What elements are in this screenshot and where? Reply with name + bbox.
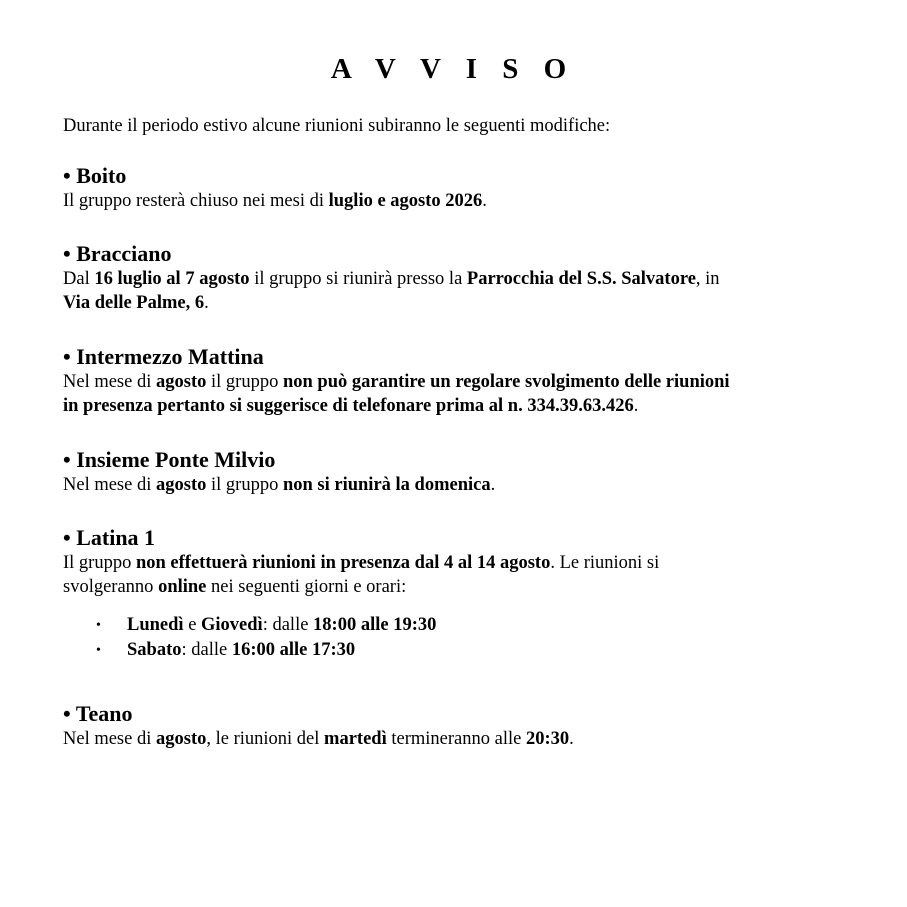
bullet-icon: • <box>96 643 101 658</box>
text-run-bold: Lunedì <box>127 615 184 635</box>
section-body <box>63 727 853 751</box>
bullet-icon: • <box>96 618 101 633</box>
intro-text: Durante il periodo estivo alcune riunioni subiranno le seguenti modifiche: <box>63 116 611 136</box>
text-run-bold: online <box>158 577 207 597</box>
text-run: . <box>204 293 209 313</box>
section-teano <box>63 701 853 751</box>
text-run: . <box>569 729 574 749</box>
list-item <box>63 638 853 663</box>
bullet-icon: • <box>63 525 71 550</box>
text-run-bold: agosto <box>156 475 207 495</box>
text-run: Nel mese di <box>63 372 156 392</box>
text-run-bold: luglio e agosto 2026 <box>328 191 483 211</box>
bullet-icon: • <box>63 701 71 726</box>
text-run-bold: agosto <box>156 729 207 749</box>
section-body <box>63 189 853 213</box>
text-run: . <box>490 475 496 495</box>
section-heading <box>63 447 853 473</box>
body-line <box>63 551 853 575</box>
section-body <box>63 370 853 418</box>
text-run: il gruppo <box>206 372 283 392</box>
text-run: Il gruppo resterà chiuso nei mesi di <box>63 191 329 211</box>
section-body <box>63 473 853 497</box>
text-run-bold: non si riunirà la domenica <box>282 475 491 495</box>
text-run: . Le riunioni si <box>550 553 660 573</box>
text-run: e <box>183 615 202 635</box>
group-name: Intermezzo Mattina <box>76 344 264 369</box>
text-run-bold: Sabato <box>127 640 182 660</box>
text-run: termineranno alle <box>386 729 526 749</box>
section-insieme-ponte-milvio <box>63 447 853 497</box>
text-run: Nel mese di <box>63 475 156 495</box>
text-run: svolgeranno <box>63 577 159 597</box>
text-run-bold: agosto <box>156 372 207 392</box>
section-boito <box>63 163 853 213</box>
section-heading <box>63 525 853 551</box>
text-run: : dalle <box>262 615 314 635</box>
text-run: . <box>482 191 487 211</box>
section-heading <box>63 701 853 727</box>
group-name: Latina 1 <box>76 525 156 550</box>
bullet-icon: • <box>63 163 71 188</box>
text-run-bold: 18:00 alle 19:30 <box>313 615 437 635</box>
page-title: A V V I S O <box>330 53 576 85</box>
body-line <box>63 370 853 394</box>
text-run: il gruppo <box>206 475 283 495</box>
section-heading <box>63 344 853 370</box>
bullet-icon: • <box>63 241 71 266</box>
body-line <box>63 575 853 599</box>
body-line <box>63 267 853 291</box>
section-intermezzo-mattina <box>63 344 853 418</box>
text-run: Nel mese di <box>63 729 156 749</box>
group-name: Bracciano <box>76 241 172 266</box>
text-run-bold: in presenza pertanto si suggerisce di telefonare prima al n. 334.39.63.426 <box>63 396 634 416</box>
text-run-bold: 20:30 <box>525 729 570 749</box>
text-run-bold: 16:00 alle 17:30 <box>231 640 356 660</box>
body-line <box>63 473 853 497</box>
body-line <box>63 727 853 751</box>
text-run: . <box>633 396 639 416</box>
text-run-bold: non effettuerà riunioni in presenza dal 4 al 14 agosto <box>135 553 551 573</box>
section-latina-1 <box>63 525 853 663</box>
text-run-bold: Parrocchia del S.S. Salvatore <box>466 269 696 289</box>
text-run-bold: 16 luglio al 7 agosto <box>94 269 250 289</box>
list-item <box>63 613 853 638</box>
text-run: nei seguenti giorni e orari: <box>206 577 407 597</box>
schedule-list <box>63 613 853 663</box>
section-bracciano <box>63 241 853 315</box>
group-name: Teano <box>75 701 133 726</box>
section-body <box>63 267 853 315</box>
section-body <box>63 551 853 599</box>
text-run: Dal <box>63 269 95 289</box>
text-run-bold: non può garantire un regolare svolgimento delle riunioni <box>282 372 730 392</box>
body-line <box>63 291 853 315</box>
section-heading <box>63 163 853 189</box>
text-run-bold: Giovedì <box>201 615 263 635</box>
text-run-bold: Via delle Palme, 6 <box>63 293 205 313</box>
bullet-icon: • <box>63 344 71 369</box>
text-run: , le riunioni del <box>206 729 325 749</box>
group-name: Insieme Ponte Milvio <box>76 447 276 472</box>
text-run: il gruppo si riunirà presso la <box>249 269 467 289</box>
body-line <box>63 189 853 213</box>
bullet-icon: • <box>63 447 71 472</box>
text-run: Il gruppo <box>63 553 136 573</box>
text-run: , in <box>695 269 720 289</box>
text-run-bold: martedì <box>324 729 387 749</box>
section-heading <box>63 241 853 267</box>
text-run: : dalle <box>181 640 232 660</box>
body-line <box>63 394 853 418</box>
group-name: Boito <box>76 163 127 188</box>
